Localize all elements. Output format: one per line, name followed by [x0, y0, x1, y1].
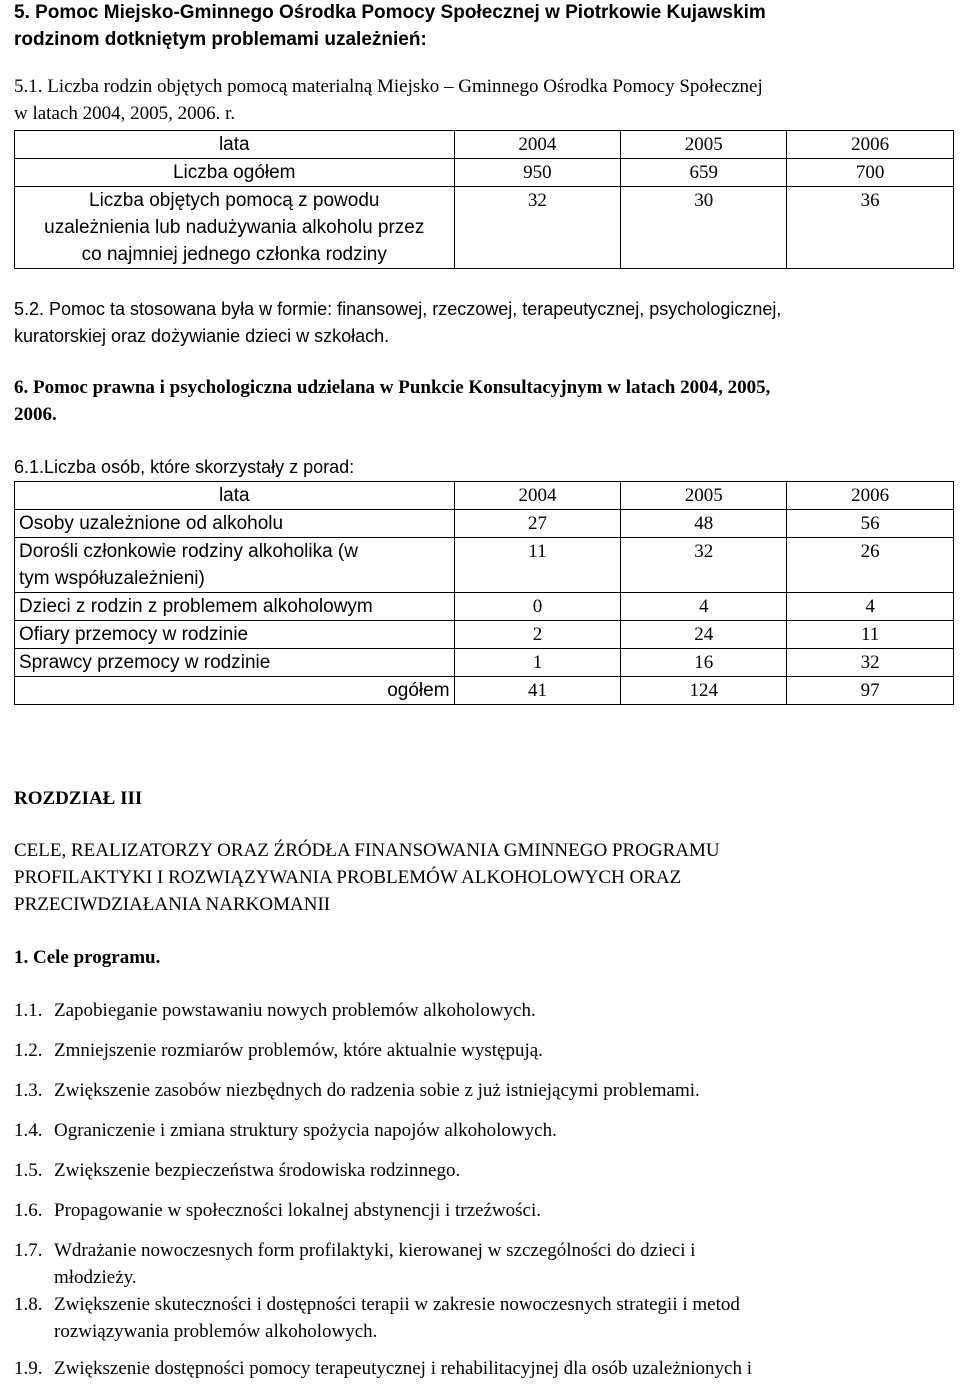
- table-cell: 124: [621, 677, 787, 705]
- table-row-label: Ofiary przemocy w rodzinie: [15, 621, 455, 649]
- section-5-heading-line2: rodzinom dotkniętym problemami uzależnień:: [14, 29, 427, 50]
- table-header-cell: 2006: [787, 482, 954, 510]
- section-6-heading-line2: 2006.: [14, 404, 57, 425]
- list-item-text: Zwiększenie zasobów niezbędnych do radzenia sobie z już istniejącymi problemami.: [54, 1080, 700, 1101]
- table-row: [15, 593, 954, 621]
- chapter-subtitle: [14, 837, 954, 918]
- table-cell: 27: [454, 510, 621, 538]
- table-cell: 16: [621, 649, 787, 677]
- goals-list: [14, 997, 954, 1382]
- list-item-text: Zwiększenie dostępności pomocy terapeutycznej i rehabilitacyjnej dla osób uzależnionych i: [54, 1358, 752, 1379]
- table-header-cell: 2004: [454, 131, 621, 159]
- goals-heading: 1. Cele programu.: [14, 947, 161, 968]
- list-item-text: [54, 1237, 954, 1291]
- table-cell: 659: [621, 159, 787, 187]
- list-item-number: 1.2.: [14, 1040, 43, 1061]
- list-item: [14, 1157, 954, 1184]
- chapter-subtitle-line1: CELE, REALIZATORZY ORAZ ŹRÓDŁA FINANSOWANIA GMINNEGO PROGRAMU: [14, 840, 720, 861]
- table-row-label: Dzieci z rodzin z problemem alkoholowym: [15, 593, 455, 621]
- list-item-text: Propagowanie w społeczności lokalnej abstynencji i trzeźwości.: [54, 1200, 541, 1221]
- table-row: [15, 510, 954, 538]
- list-item-number: 1.3.: [14, 1080, 43, 1101]
- table-row-label: ogółem: [15, 677, 455, 705]
- list-item: [14, 997, 954, 1024]
- table-cell: 41: [454, 677, 621, 705]
- table-row-label: Liczba ogółem: [15, 159, 455, 187]
- section-5-2-line2: kuratorskiej oraz dożywianie dzieci w szkołach.: [14, 326, 390, 346]
- table-cell: 700: [787, 159, 954, 187]
- table-cell: 24: [621, 621, 787, 649]
- chapter-subtitle-line2: PROFILAKTYKI I ROZWIĄZYWANIA PROBLEMÓW ALKOHOLOWYCH ORAZ: [14, 867, 682, 888]
- table-row-label-line: co najmniej jednego członka rodziny: [81, 244, 387, 265]
- table-cell: 56: [787, 510, 954, 538]
- section-6-1-text: 6.1.Liczba osób, które skorzystały z porad:: [14, 457, 355, 477]
- table-cell: 32: [787, 649, 954, 677]
- section-5-2-text: [14, 296, 954, 350]
- section-5-1-line1: 5.1. Liczba rodzin objętych pomocą materialną Miejsko – Gminnego Ośrodka Pomocy Społecznej: [14, 76, 763, 97]
- list-item-number: 1.1.: [14, 1000, 43, 1021]
- list-item-text: Zapobieganie powstawaniu nowych problemów alkoholowych.: [54, 1000, 536, 1021]
- list-item-number: 1.8.: [14, 1294, 43, 1315]
- list-item: [14, 1077, 954, 1104]
- table-cell: 0: [454, 593, 621, 621]
- table-cell: 26: [787, 538, 954, 593]
- list-item-line: rozwiązywania problemów alkoholowych.: [54, 1321, 378, 1342]
- families-table: [14, 130, 954, 269]
- section-6-heading: [14, 374, 954, 428]
- chapter-subtitle-line3: PRZECIWDZIAŁANIA NARKOMANII: [14, 894, 331, 915]
- section-5-heading: [14, 0, 954, 53]
- table-cell: 11: [787, 621, 954, 649]
- list-item-number: 1.7.: [14, 1240, 43, 1261]
- table-cell: 32: [621, 538, 787, 593]
- table-header-cell: lata: [15, 131, 455, 159]
- section-5-1-line2: w latach 2004, 2005, 2006. r.: [14, 103, 236, 124]
- list-item-text: Zwiększenie bezpieczeństwa środowiska rodzinnego.: [54, 1160, 461, 1181]
- table-row-label-line: uzależnienia lub nadużywania alkoholu przez: [44, 217, 425, 238]
- table-row-label: [15, 187, 455, 269]
- list-item-text: Ograniczenie i zmiana struktury spożycia napojów alkoholowych.: [54, 1120, 557, 1141]
- table-header-cell: 2005: [621, 131, 787, 159]
- list-item: [14, 1037, 954, 1064]
- table-cell: 4: [787, 593, 954, 621]
- table-header-cell: lata: [15, 482, 455, 510]
- section-5-1-text: [14, 73, 954, 127]
- table-row: [15, 621, 954, 649]
- list-item: [14, 1197, 954, 1224]
- table-header-row: [15, 131, 954, 159]
- list-item: [14, 1237, 954, 1291]
- table-row-label: Sprawcy przemocy w rodzinie: [15, 649, 455, 677]
- table-total-row: [15, 677, 954, 705]
- list-item-line: Zwiększenie skuteczności i dostępności terapii w zakresie nowoczesnych strategii i metod: [54, 1294, 740, 1315]
- list-item-text: Zmniejszenie rozmiarów problemów, które aktualnie występują.: [54, 1040, 543, 1061]
- table-row-label-line: tym współuzależnieni): [19, 568, 205, 589]
- table-cell: 1: [454, 649, 621, 677]
- list-item-number: 1.5.: [14, 1160, 43, 1181]
- table-cell: 32: [454, 187, 621, 269]
- table-cell: 4: [621, 593, 787, 621]
- table-row: [15, 538, 954, 593]
- table-header-row: [15, 482, 954, 510]
- table-row-label: [15, 538, 455, 593]
- list-item-number: 1.6.: [14, 1200, 43, 1221]
- list-item-number: 1.4.: [14, 1120, 43, 1141]
- table-row: [15, 649, 954, 677]
- list-item: [14, 1355, 954, 1382]
- list-item-line: młodzieży.: [54, 1267, 137, 1288]
- table-cell: 30: [621, 187, 787, 269]
- section-5-heading-line1: 5. Pomoc Miejsko-Gminnego Ośrodka Pomocy Społecznej w Piotrkowie Kujawskim: [14, 2, 766, 23]
- table-header-cell: 2005: [621, 482, 787, 510]
- table-cell: 2: [454, 621, 621, 649]
- table-row-label-line: Liczba objętych pomocą z powodu: [89, 190, 380, 211]
- table-row-label-line: Dorośli członkowie rodziny alkoholika (w: [19, 541, 358, 562]
- table-cell: 36: [787, 187, 954, 269]
- table-header-cell: 2004: [454, 482, 621, 510]
- section-5-2-line1: 5.2. Pomoc ta stosowana była w formie: finansowej, rzeczowej, terapeutycznej, psychologicznej,: [14, 299, 782, 319]
- section-6-heading-line1: 6. Pomoc prawna i psychologiczna udzielana w Punkcie Konsultacyjnym w latach 2004, 2005,: [14, 377, 771, 398]
- table-header-cell: 2006: [787, 131, 954, 159]
- table-row-label: Osoby uzależnione od alkoholu: [15, 510, 455, 538]
- chapter-title: ROZDZIAŁ III: [14, 788, 143, 809]
- list-item-line: Wdrażanie nowoczesnych form profilaktyki, kierowanej w szczególności do dzieci i: [54, 1240, 696, 1261]
- list-item: [14, 1117, 954, 1144]
- table-row: [15, 187, 954, 269]
- table-cell: 48: [621, 510, 787, 538]
- table-cell: 950: [454, 159, 621, 187]
- list-item-number: 1.9.: [14, 1358, 43, 1379]
- table-cell: 11: [454, 538, 621, 593]
- table-cell: 97: [787, 677, 954, 705]
- consultations-table: [14, 481, 954, 705]
- list-item-text: [54, 1291, 954, 1345]
- list-item: [14, 1291, 954, 1345]
- table-row: [15, 159, 954, 187]
